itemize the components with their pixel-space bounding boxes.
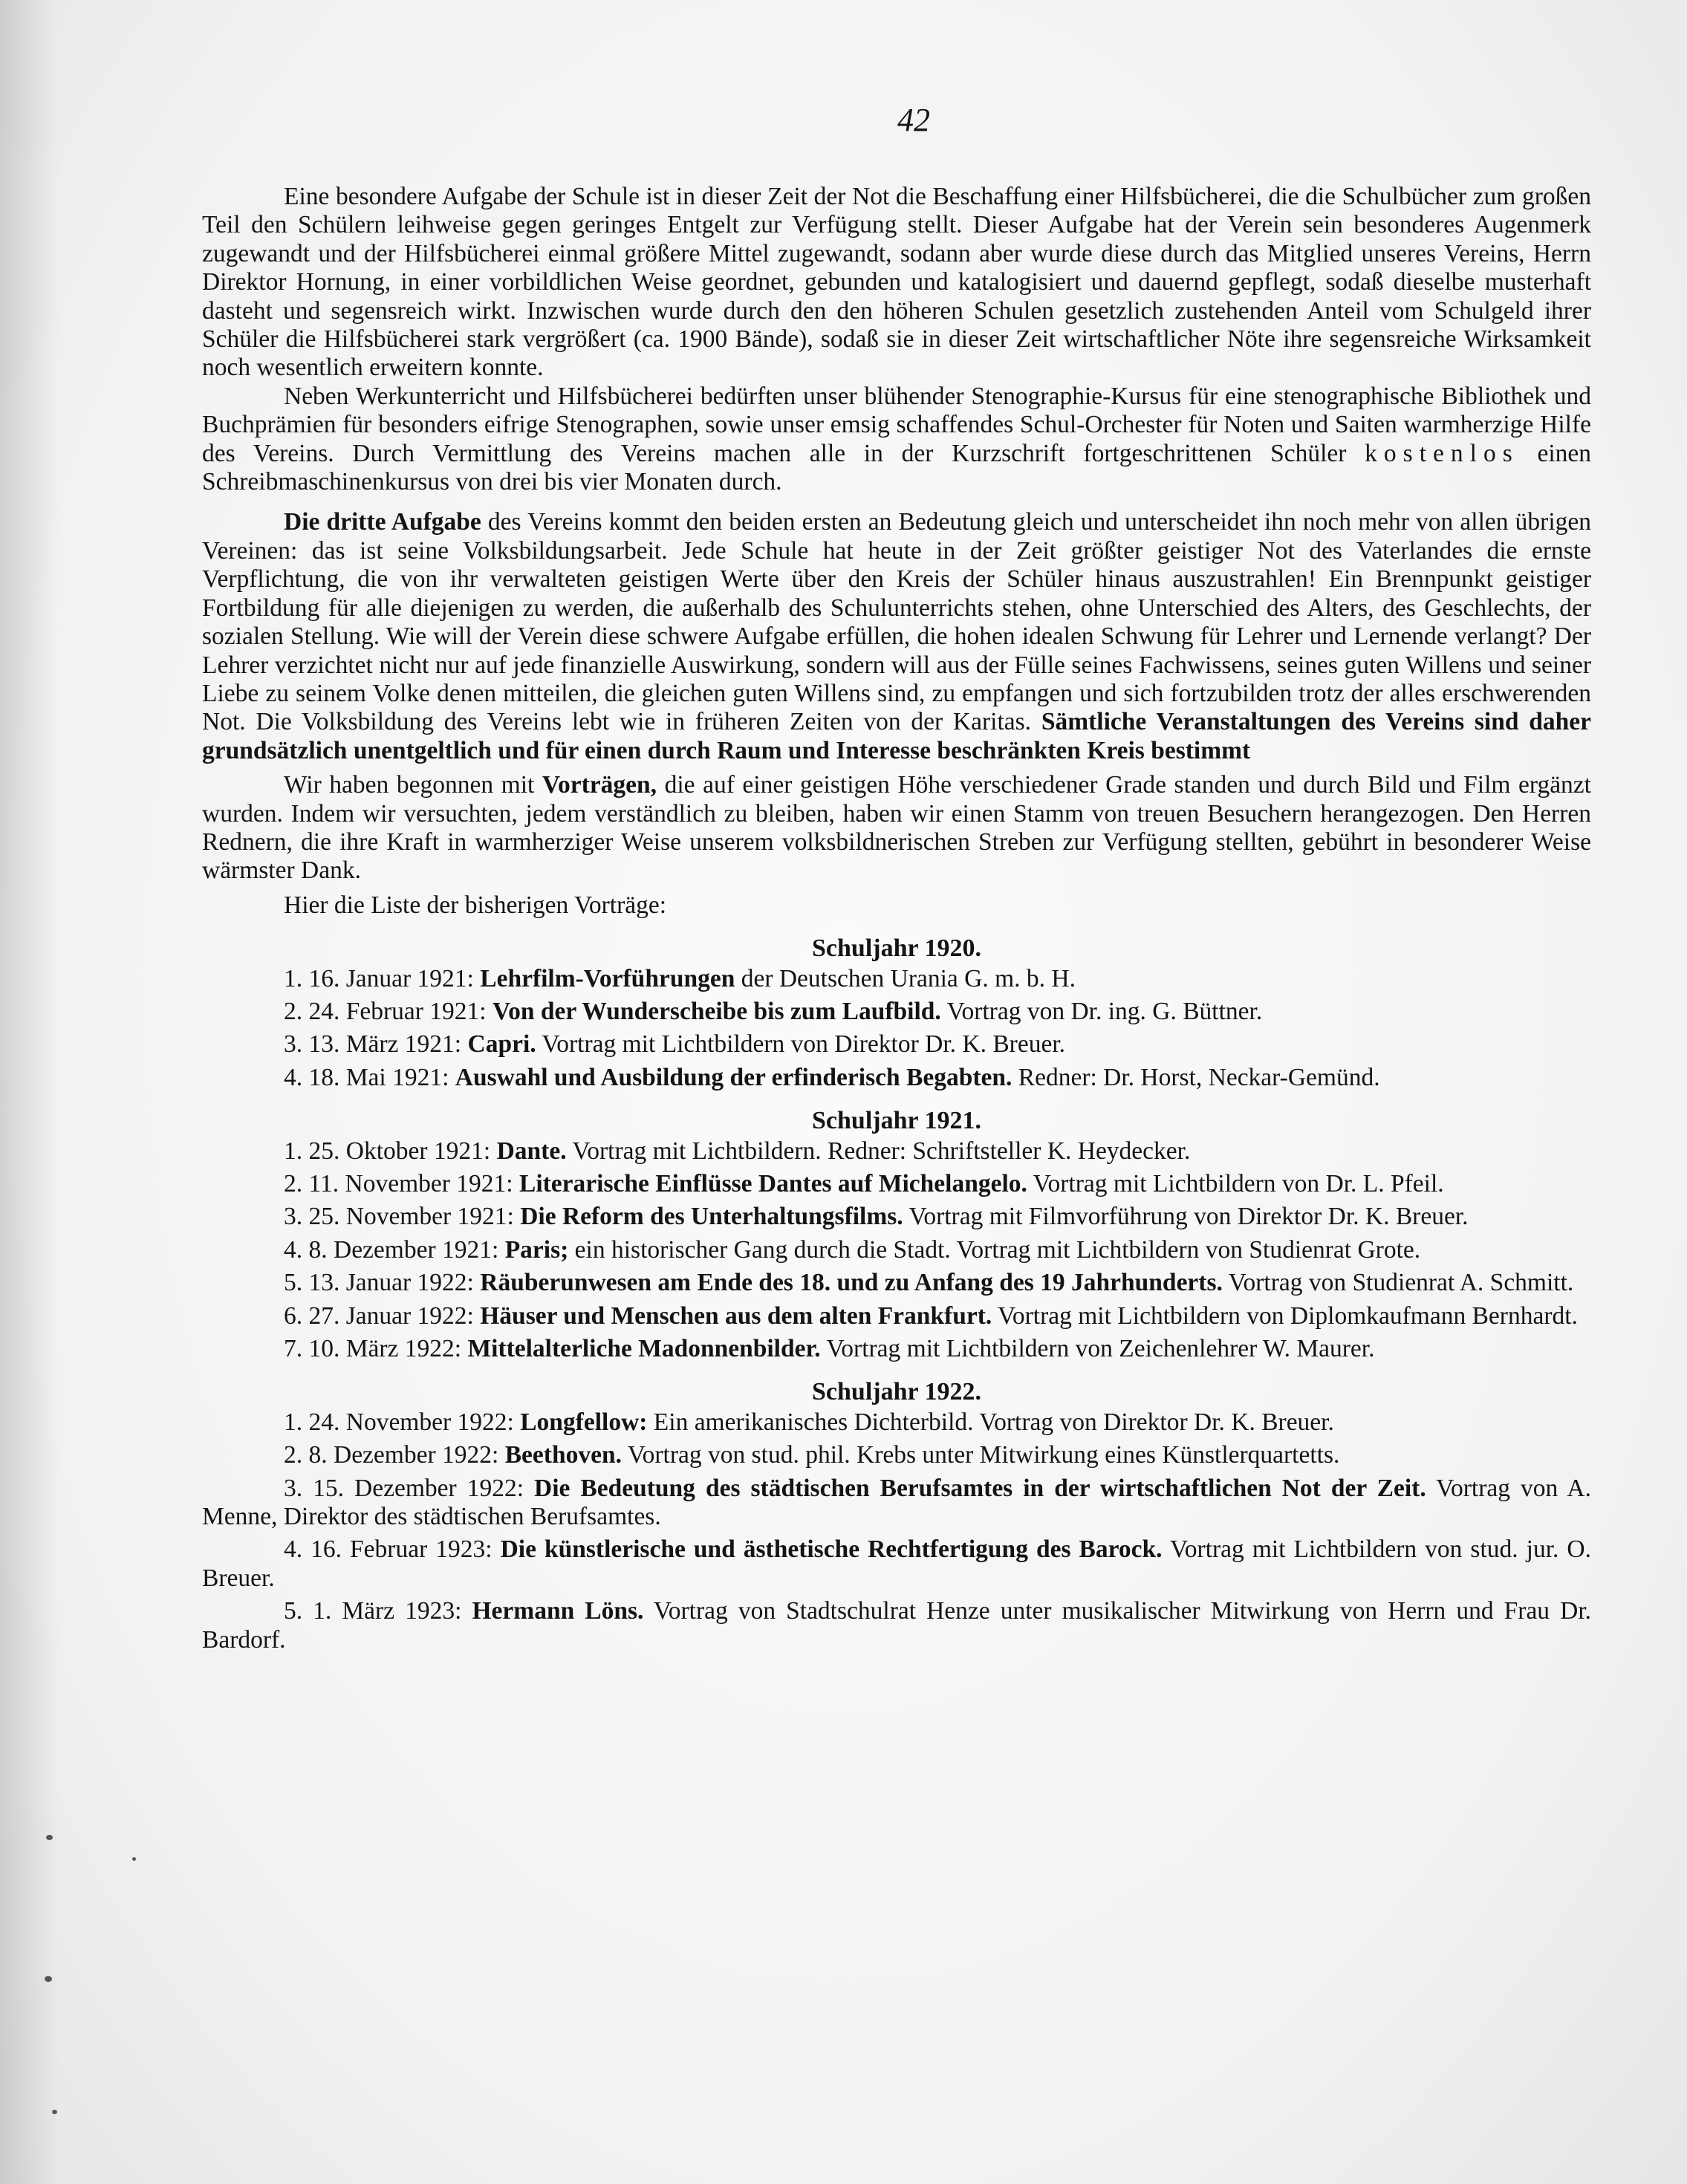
emphasis-kostenlos: kostenlos xyxy=(1365,439,1519,467)
page-edge-shadow xyxy=(0,0,59,2184)
lecture-date: 1. 16. Januar 1921: xyxy=(284,964,474,992)
school-year-heading: Schuljahr 1920. xyxy=(812,935,981,963)
lecture-entry xyxy=(202,1597,1591,1654)
lecture-title: Paris; xyxy=(504,1235,569,1264)
lecture-date: 5. 1. März 1923: xyxy=(284,1597,462,1625)
lecture-entry xyxy=(202,1269,1591,1297)
lecture-details: Vortrag mit Lichtbildern von Dr. L. Pfeil. xyxy=(1033,1170,1444,1197)
lecture-title: Lehrfilm-Vorführungen xyxy=(480,964,735,992)
paragraph-hilfsbuecherei: Eine besondere Aufgabe der Schule ist in dieser Zeit der Not die Beschaffung einer Hilfsbücherei, die die Schulbücher zum großen Teil den Schülern leihweise gegen geringes Entgelt zur Verfügung stellt. Dieser Aufgabe hat der Verein sein besonderes Augenmerk zugewandt und der Hilfsbücherei einmal größere Mittel zugewandt, sodann aber wurde diese durch das Mitglied unseres Vereins, Herrn Direktor Hornung, in einer vorbildlichen Weise geordnet, gebunden und katalogisiert und dauernd gepflegt, sodaß dieselbe musterhaft dasteht und segensreich wirkt. Inzwischen wurde durch den den höheren Schulen gesetzlich zustehenden Anteil vom Schulgeld ihrer Schüler die Hilfsbücherei stark vergrößert (ca. 1900 Bände), sodaß sie in dieser Zeit wirtschaftlicher Nöte ihre segensreiche Wirksamkeit noch wesentlich erweitern konnte. xyxy=(202,183,1591,382)
lecture-entry xyxy=(202,965,1591,993)
scan-speck xyxy=(45,1976,52,1982)
lecture-title: Häuser und Menschen aus dem alten Frankfurt. xyxy=(480,1301,992,1330)
document-body xyxy=(202,183,1591,1659)
lecture-date: 3. 25. November 1921: xyxy=(284,1203,514,1231)
lecture-entry xyxy=(202,1335,1591,1363)
lecture-entry xyxy=(202,1475,1591,1532)
lecture-title: Capri. xyxy=(467,1030,536,1059)
lecture-title: Mittelalterliche Madonnenbilder. xyxy=(467,1335,821,1363)
lecture-details: Vortrag von A. Menne, Direktor des städtischen Berufsamtes. xyxy=(202,1474,1591,1531)
page-number: 42 xyxy=(897,102,930,138)
vortraege-text-start: Wir haben begonnen mit xyxy=(284,771,535,799)
scan-speck xyxy=(132,1857,136,1861)
stenographie-text-end: einen Schreibmaschinenkursus von drei bis vier Monaten durch. xyxy=(202,439,1592,496)
lecture-title: Longfellow: xyxy=(520,1408,648,1436)
dritte-aufgabe-lead: Die dritte Aufgabe xyxy=(284,508,481,536)
lecture-date: 4. 18. Mai 1921: xyxy=(284,1063,449,1091)
school-year-heading: Schuljahr 1921. xyxy=(812,1107,981,1135)
lecture-details: Vortrag mit Lichtbildern von Zeichenlehrer W. Maurer. xyxy=(826,1335,1375,1363)
lecture-title: Hermann Löns. xyxy=(472,1597,644,1625)
lecture-title: Die künstlerische und ästhetische Rechtfertigung des Barock. xyxy=(500,1535,1163,1564)
lecture-details: Vortrag von stud. phil. Krebs unter Mitwirkung eines Künstlerquartetts. xyxy=(627,1441,1340,1469)
lecture-details: Vortrag mit Filmvorführung von Direktor Dr. K. Breuer. xyxy=(908,1203,1469,1231)
lecture-date: 2. 11. November 1921: xyxy=(284,1170,513,1197)
lecture-entry xyxy=(202,1064,1591,1092)
lecture-title: Literarische Einflüsse Dantes auf Michelangelo. xyxy=(519,1170,1027,1197)
list-intro: Hier die Liste der bisherigen Vorträge: xyxy=(284,891,667,919)
lecture-date: 4. 16. Februar 1923: xyxy=(284,1535,493,1564)
stenographie-text: Neben Werkunterricht und Hilfsbücherei bedürften unser blühender Stenographie-Kursus für eine stenographische Bibliothek und Buchprämien für besonders eifrige Stenographen, sowie unser emsig schaffendes Schul-Orchester für Noten und Saiten warmherzige Hilfe des Vereins. Durch Vermittlung des Vereins machen alle in der Kurzschrift fortgeschrittenen Schüler xyxy=(202,382,1591,467)
scan-speck xyxy=(52,2110,57,2114)
lecture-entry xyxy=(202,998,1591,1026)
lecture-title: Von der Wunderscheibe bis zum Laufbild. xyxy=(493,997,941,1025)
lecture-details: Vortrag mit Lichtbildern von Diplomkaufmann Bernhardt. xyxy=(998,1301,1578,1330)
lecture-details: Vortrag von Dr. ing. G. Büttner. xyxy=(946,997,1263,1025)
paragraph-vortraege xyxy=(202,771,1591,885)
lecture-date: 1. 24. November 1922: xyxy=(284,1408,514,1436)
lecture-details: der Deutschen Urania G. m. b. H. xyxy=(741,964,1076,992)
lecture-date: 3. 13. März 1921: xyxy=(284,1030,462,1059)
lecture-details: Vortrag von Stadtschulrat Henze unter musikalischer Mitwirkung von Herrn und Frau Dr. Bardorf. xyxy=(202,1597,1591,1654)
volksbildung-text: des Vereins kommt den beiden ersten an Bedeutung gleich und unterscheidet ihn noch mehr von allen übrigen Vereinen: das ist seine Volksbildungsarbeit. Jede Schule hat heute in der Zeit größter geistiger Not des Vaterlandes die ernste Verpflichtung, die von ihr verwalteten geistigen Werte über den Kreis der Schüler hinaus auszustrahlen! Ein Brennpunkt geistiger Fortbildung für alle diejenigen zu werden, die außerhalb des Schulunterrichts stehen, ohne Unterschied des Alters, des Geschlechts, der sozialen Stellung. Wie will der Verein diese schwere Aufgabe erfüllen, die hohen idealen Schwung für Lehrer und Lernende verlangt? Der Lehrer verzichtet nicht nur auf jede finanzielle Auswirkung, sondern will aus der Fülle seines Fachwissens, seines guten Willens und seiner Liebe zu seinem Volke denen mitteilen, die gleichen guten Willens sind, zu empfangen und sich fortzubilden trotz der alles erschwerenden Not. Die Volksbildung des Vereins lebt wie in früheren Zeiten von der Karitas. xyxy=(202,508,1591,736)
lecture-entry xyxy=(202,1441,1591,1469)
lecture-entry xyxy=(202,1137,1591,1166)
lecture-entry xyxy=(202,1408,1591,1437)
lecture-title: Auswahl und Ausbildung der erfinderisch Begabten. xyxy=(455,1063,1012,1091)
lecture-entry xyxy=(202,1030,1591,1059)
lecture-date: 2. 8. Dezember 1922: xyxy=(284,1441,499,1469)
scan-speck xyxy=(46,1835,53,1840)
lecture-entry xyxy=(202,1170,1591,1198)
lecture-entry xyxy=(202,1535,1591,1593)
lecture-details: ein historischer Gang durch die Stadt. Vortrag mit Lichtbildern von Studienrat Grote. xyxy=(574,1235,1421,1264)
lecture-date: 4. 8. Dezember 1921: xyxy=(284,1235,499,1264)
lecture-details: Vortrag mit Lichtbildern. Redner: Schriftsteller K. Heydecker. xyxy=(572,1137,1191,1165)
lecture-date: 3. 15. Dezember 1922: xyxy=(284,1474,524,1502)
lecture-entry xyxy=(202,1302,1591,1330)
lecture-title: Beethoven. xyxy=(504,1441,622,1469)
lecture-date: 6. 27. Januar 1922: xyxy=(284,1301,474,1330)
lecture-details: Redner: Dr. Horst, Neckar-Gemünd. xyxy=(1018,1063,1380,1091)
veranstaltungen-statement: Sämtliche Veranstaltungen des Vereins sind daher grundsätzlich unentgeltlich und für einen durch Raum und Interesse beschränkten Kreis bestimmt xyxy=(202,708,1592,764)
vortraege-bold: Vorträgen, xyxy=(542,771,657,799)
school-year-heading: Schuljahr 1922. xyxy=(812,1378,981,1406)
paragraph-stenographie xyxy=(202,383,1591,497)
lecture-title: Die Bedeutung des städtischen Berufsamtes in der wirtschaftlichen Not der Zeit. xyxy=(534,1474,1426,1502)
vortraege-text: die auf einer geistigen Höhe verschiedener Grade standen und durch Bild und Film ergänzt wurden. Indem wir versuchten, jedem verständlich zu bleiben, haben wir einen Stamm von treuen Besuchern herangezogen. Den Herren Rednern, die ihre Kraft in warmherziger Weise unserem volksbildnerischen Streben zur Verfügung stellten, gebührt in besonderer Weise wärmster Dank. xyxy=(202,771,1591,885)
lecture-details: Vortrag von Studienrat A. Schmitt. xyxy=(1228,1269,1574,1297)
paragraph-volksbildung xyxy=(202,508,1591,765)
lecture-title: Die Reform des Unterhaltungsfilms. xyxy=(520,1203,903,1231)
lecture-details: Vortrag mit Lichtbildern von Direktor Dr. K. Breuer. xyxy=(542,1030,1066,1059)
lecture-details: Ein amerikanisches Dichterbild. Vortrag von Direktor Dr. K. Breuer. xyxy=(653,1408,1334,1436)
lecture-details: Vortrag mit Lichtbildern von stud. jur. O. Breuer. xyxy=(202,1535,1591,1592)
lecture-date: 2. 24. Februar 1921: xyxy=(284,997,487,1025)
lecture-entry xyxy=(202,1236,1591,1264)
lecture-title: Räuberunwesen am Ende des 18. und zu Anfang des 19 Jahrhunderts. xyxy=(480,1269,1223,1297)
lecture-date: 1. 25. Oktober 1921: xyxy=(284,1137,491,1165)
lecture-date: 5. 13. Januar 1922: xyxy=(284,1269,474,1297)
lecture-date: 7. 10. März 1922: xyxy=(284,1335,462,1363)
lecture-title: Dante. xyxy=(496,1137,567,1165)
lecture-entry xyxy=(202,1203,1591,1231)
